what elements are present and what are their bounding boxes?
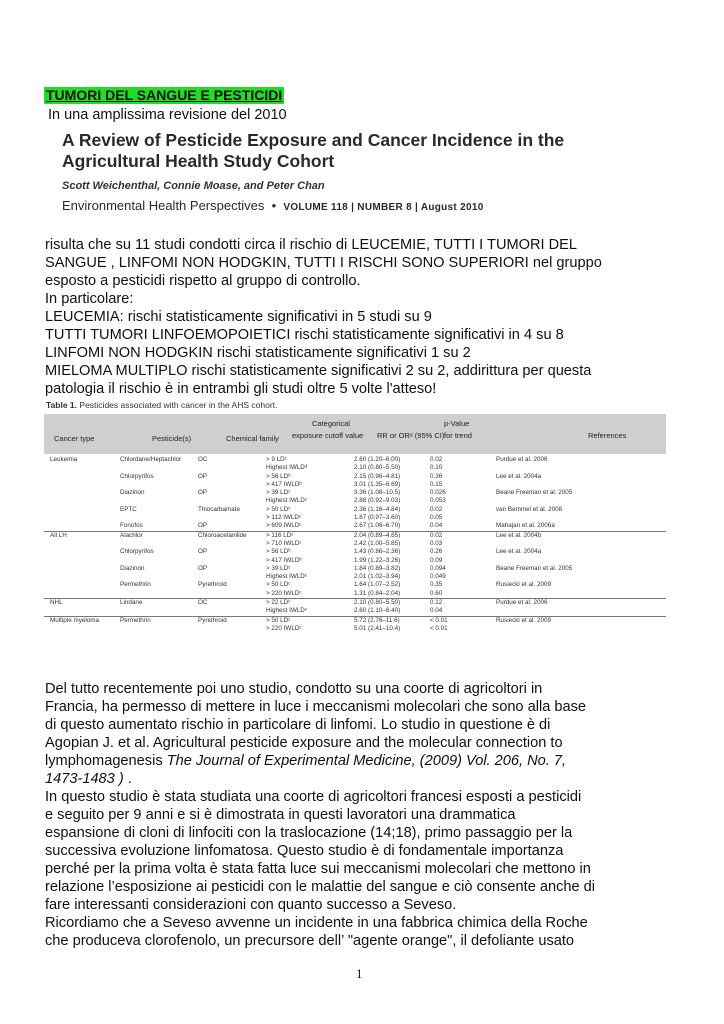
journal-reference: The Journal of Experimental Medicine, (2009) Vol. 206, No. 7, [166,753,567,769]
text-line: e seguito per 9 anni e si è dimostrata in questi lavoratori una drammatica [45,807,516,823]
intro-text: In una amplissima revisione del 2010 [48,107,287,123]
header-chemical-family: Chemical family [226,434,279,443]
cell-cutoff: > 56 LDᵇ [266,548,291,556]
cell-chemical-family: Pyrethroid [198,581,227,589]
cell-cutoff: > 9 LDᶜ [266,456,287,463]
header-cutoff-1: Categorical [312,419,350,428]
cell-rr: 5.72 (2.76–11.6) [354,616,400,624]
cell-reference: Rusiecki et al. 2009 [496,581,551,589]
text-line: relazione l’esposizione ai pesticidi con le malattie del sangue e ciò consente anche di [45,879,596,895]
cell-pvalue: 0.02 [430,505,443,513]
cell-reference: Rusiecki et al. 2009 [496,616,551,624]
text-line: MIELOMA MULTIPLO rischi statisticamente significativi 2 su 2, addirittura per questa [45,363,592,379]
table-row [44,557,666,565]
cell-pvalue: 0.04 [430,522,443,530]
cell-rr: 1.31 (0.84–2.04) [354,589,401,597]
text-line: fare interessanti considerazioni con quanto successo a Seveso. [45,897,457,913]
text-line: LEUCEMIA: rischi statisticamente significativi in 5 studi su 9 [45,309,432,325]
cell-cutoff: Highest IWLDᶜ [266,573,308,581]
text-line [45,752,685,770]
text-line: espansione di cloni di linfociti con la traslocazione (14;18), primo passaggio per la [45,825,573,841]
findings-paragraph [45,236,685,398]
cell-pvalue: 0.15 [430,480,443,488]
header-cutoff-2: exposure cutoff value [292,431,364,440]
cell-pvalue: 0.02 [430,456,443,463]
cell-pvalue: < 0.01 [430,616,448,624]
cell-cutoff: > 50 LDᶜ [266,581,291,589]
cell-pesticide: Chlorpyrifos [120,548,154,556]
cell-reference: Lee et al. 2004b [496,531,542,539]
cell-reference: Purdue et al. 2006 [496,456,548,463]
text-line: di questo aumentato rischio in particolare di linfomi. Lo studio in questione è di [45,717,551,733]
cell-cutoff: > 417 IWLDᵇ [266,556,302,564]
cell-rr: 1.99 (1.22–3.26) [354,556,401,564]
text-line [45,770,685,788]
table-row [44,607,666,615]
text-line: patologia il rischio è in entrambi gli studi oltre 5 volte l'atteso! [45,381,437,397]
table-row [44,565,666,573]
cell-rr: 5.01 (2.41–10.4) [354,624,401,632]
table-row [44,514,666,522]
table-title-label: Table 1. [46,400,78,410]
cell-pesticide: EPTC [120,505,137,513]
cell-rr: 2.67 (1.06–6.70) [354,522,401,530]
cell-reference: Purdue et al. 2006 [496,599,548,607]
cell-cutoff: > 50 LDᶜ [266,505,291,513]
cell-rr: 2.88 (0.92–9.03) [354,497,401,505]
cell-pesticide: Chlorpyrifos [120,472,154,480]
table-row [44,497,666,505]
cell-rr: 2.60 (1.10–6.40) [354,607,401,615]
cell-chemical-family: OP [198,489,208,497]
article-title-line-2: Agricultural Health Study Cohort [62,151,335,171]
cell-rr: 2.60 (1.20–6.00) [354,456,401,463]
table-row [44,473,666,481]
page-reference: 1473-1483 ) [45,771,124,787]
header-cancer-type: Cancer type [54,434,95,443]
cell-pvalue: 0.04 [430,607,443,615]
cell-pvalue: 0.10 [430,464,443,472]
text-line: In particolare: [45,291,134,307]
table-body [44,456,666,633]
cell-pvalue: 0.12 [430,599,443,607]
cell-chemical-family: OP [198,564,208,572]
cell-pesticide: Lindane [120,599,143,607]
cell-pvalue: 0.094 [430,564,446,572]
cell-rr: 2.42 (1.00–5.85) [354,539,401,547]
text-line: risulta che su 11 studi condotti circa il rischio di LEUCEMIE, TUTTI I TUMORI DEL [45,237,578,253]
table-row [44,522,666,530]
cell-pvalue: 0.05 [430,514,443,522]
cell-cancer-type: Leukemia [50,456,78,463]
cell-reference: Mahajan et al. 2006a [496,522,555,530]
cell-cutoff: > 39 LDᶜ [266,489,291,497]
cell-cutoff: > 116 LDᶜ [266,531,294,539]
cell-cancer-type: All LH [50,531,67,539]
text-line: Agopian J. et al. Agricultural pesticide exposure and the molecular connection to [45,735,563,751]
cell-pvalue: 0.35 [430,581,443,589]
header-pesticide: Pesticide(s) [152,434,192,443]
cell-chemical-family: OC [198,456,208,463]
text-line: Francia, ha permesso di mettere in luce i meccanismi molecolari che sono alla base [45,699,587,715]
cell-pesticide: Fonofos [120,522,143,530]
cell-rr: 2.36 (1.16–4.84) [354,505,401,513]
cell-pvalue: 0.02 [430,531,443,539]
header-pvalue-2: for trend [444,431,472,440]
cell-chemical-family: OP [198,548,208,556]
table-row [44,456,666,464]
cell-rr: 2.15 (0.96–4.81) [354,472,401,480]
table-title-text: Pesticides associated with cancer in the AHS cohort. [79,400,278,410]
cell-pvalue: 0.26 [430,548,443,556]
article-authors: Scott Weichenthal, Connie Moase, and Peter Chan [62,180,325,192]
cell-pesticide: Chlordane/Heptachlor [120,456,182,463]
document-title: TUMORI DEL SANGUE E PESTICIDI [46,87,283,103]
text-line: LINFOMI NON HODGKIN rischi statisticamente significativi 1 su 2 [45,345,471,361]
cell-pesticide: Diazinon [120,564,145,572]
cell-pvalue: 0.36 [430,472,443,480]
table-row [44,489,666,497]
cell-chemical-family: OP [198,472,208,480]
table-row [44,548,666,556]
table-row [44,625,666,633]
cell-cancer-type: NHL [50,599,63,607]
text-line: successiva evoluzione linfomatosa. Questo studio è di fondamentale importanza [45,843,564,859]
header-rr: RR or ORᵃ (95% CI) [377,431,445,440]
table-header [44,414,666,454]
cell-rr: 2.10 (0.80–5.50) [354,599,401,607]
cell-rr: 1.64 (1.07–2.52) [354,581,401,589]
pesticide-table [44,400,666,666]
article-title-line-1: A Review of Pesticide Exposure and Cancer Incidence in the [62,130,565,150]
cell-pesticide: Permethrin [120,581,151,589]
cell-cutoff: > 609 IWLDᶜ [266,522,302,530]
journal-volume: VOLUME 118 | NUMBER 8 | August 2010 [283,202,484,213]
cell-cutoff: > 220 IWLDᶜ [266,624,302,632]
header-pvalue-1: p-Value [444,419,470,428]
article-citation-image [62,130,568,220]
cell-pvalue: 0.03 [430,539,443,547]
text-line: In questo studio è stata studiata una coorte di agricoltori francesi esposti a pesticidi [45,789,582,805]
cell-cutoff: > 22 LDᶜ [266,599,291,607]
cell-cutoff: > 39 LDᶜ [266,564,291,572]
page-number: 1 [356,966,363,981]
cell-cutoff: > 417 IWLDᵇ [266,480,302,488]
cell-chemical-family: Chloroacetanilide [198,531,247,539]
cell-rr: 2.04 (0.89–4.65) [354,531,401,539]
cell-reference: Lee et al. 2004a [496,548,542,556]
table-row [44,464,666,472]
cell-chemical-family: OP [198,522,208,530]
cell-cutoff: > 710 IWLDᶜ [266,539,302,547]
journal-name: Environmental Health Perspectives [62,198,265,213]
cell-pvalue: 0.09 [430,556,443,564]
cell-rr: 3.01 (1.35–6.69) [354,480,401,488]
text-line: esposto a pesticidi rispetto al gruppo di controllo. [45,273,361,289]
cell-pesticide: Alachlor [120,531,143,539]
text-line: perché per la prima volta è stata fatta luce sui meccanismi molecolari che mettono in [45,861,591,877]
cell-rr: 2.01 (1.02–3.94) [354,573,401,581]
cell-chemical-family: Thiocarbamate [198,505,240,513]
text-line: Del tutto recentemente poi uno studio, condotto su una coorte di agricoltori in [45,681,543,697]
cell-cutoff: > 112 IWLDᶜ [266,514,302,522]
cell-rr: 1.43 (0.86–2.36) [354,548,401,556]
cell-cancer-type: Multiple myeloma [50,616,99,624]
study-paragraph [45,680,685,950]
cell-reference: Beane Freeman et al. 2005 [496,564,573,572]
article-journal [62,198,568,213]
table-row [44,616,666,625]
cell-cutoff: Highest IWLDᶜ [266,607,308,615]
cell-pesticide: Diazinon [120,489,145,497]
cell-cutoff: > 220 IWLDᶜ [266,589,302,597]
cell-pvalue: 0.026 [430,489,446,497]
text-line: TUTTI TUMORI LINFOEMOPOIETICI rischi statisticamente significativi in 4 su 8 [45,327,564,343]
cell-rr: 1.84 (0.89–3.82) [354,564,401,572]
text-span: lymphomagenesis [45,753,167,769]
table-row [44,581,666,589]
cell-pesticide: Permethrin [120,616,151,624]
text-line: Ricordiamo che a Seveso avvenne un incidente in una fabbrica chimica della Roche [45,915,588,931]
cell-reference: Lee et al. 2004a [496,472,542,480]
table-title [46,400,666,410]
cell-pvalue: < 0.01 [430,624,448,632]
table-row [44,598,666,607]
cell-chemical-family: Pyrethroid [198,616,227,624]
cell-pvalue: 0.049 [430,573,446,581]
cell-cutoff: > 56 LDᵇ [266,472,291,480]
cell-rr: 3.36 (1.08–10.5) [354,489,401,497]
table-row [44,481,666,489]
cell-reference: Beane Freeman et al. 2005 [496,489,573,497]
cell-cutoff: Highest IWLDᶜ [266,497,308,505]
table-row [44,590,666,598]
table-row [44,531,666,540]
cell-pvalue: 0.60 [430,589,443,597]
table-row [44,573,666,581]
cell-pvalue: 0.053 [430,497,446,505]
cell-cutoff: Highest IWLDᵈ [266,464,308,472]
text-line: che produceva clorofenolo, un precursore dell’ "agente orange", il defoliante usato [45,933,575,949]
cell-reference: van Bemmel et al. 2008 [496,505,563,513]
cell-chemical-family: OC [198,599,208,607]
text-line: SANGUE , LINFOMI NON HODGKIN, TUTTI I RISCHI SONO SUPERIORI nel gruppo [45,255,602,271]
journal-bullet: • [271,198,277,213]
header-references: References [588,431,627,440]
cell-rr: 1.87 (0.97–3.60) [354,514,401,522]
text-span: . [123,771,132,787]
cell-rr: 2.10 (0.80–5.50) [354,464,401,472]
cell-cutoff: > 50 LDᶜ [266,616,291,624]
table-row [44,540,666,548]
table-row [44,506,666,514]
